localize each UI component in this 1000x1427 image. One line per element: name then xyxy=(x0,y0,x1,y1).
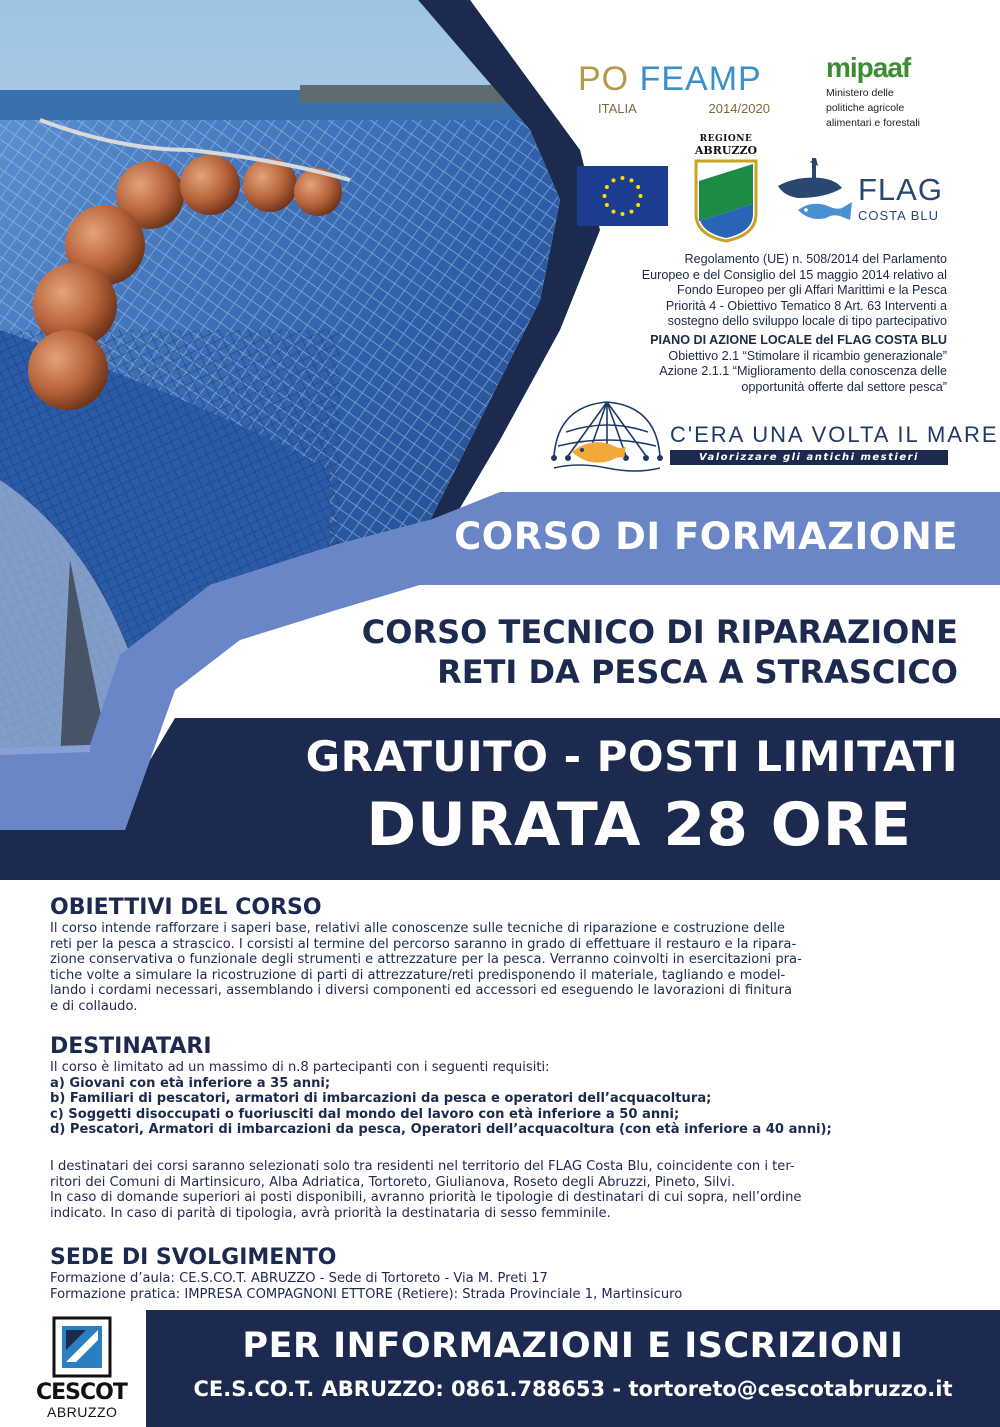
regulation-line: sostegno dello sviluppo locale di tipo partecipativo xyxy=(667,314,947,328)
footer-contact[interactable]: CE.S.CO.T. ABRUZZO: 0861.788653 - tortoreto@cescotabruzzo.it xyxy=(193,1377,953,1401)
gratuito-heading: GRATUITO - POSTI LIMITATI xyxy=(305,732,958,781)
destinatari-text xyxy=(50,1060,955,1138)
mipaaf-desc-line: Ministero delle xyxy=(826,87,894,99)
abruzzo-shield-icon xyxy=(693,159,759,243)
regulation-line: Europeo e del Consiglio del 15 maggio 2014 relativo al xyxy=(641,267,947,282)
destinatari-item: c) Soggetti disoccupati o fuoriusciti dal mondo del lavoro con età inferiore a 50 anni; xyxy=(50,1106,680,1122)
piano-line: Azione 2.1.1 “Miglioramento della conoscenza delle xyxy=(659,364,947,378)
piano-line: Obiettivo 2.1 “Stimolare il ricambio generazionale” xyxy=(668,348,947,363)
project-title: C'ERA UNA VOLTA IL MARE xyxy=(670,422,999,447)
destinatari-item: b) Familiari di pescatori, armatori di imbarcazioni da pesca e operatori dell’acquacoltura; xyxy=(50,1091,712,1107)
obiettivi-line: e di collaudo. xyxy=(50,998,138,1014)
destinatari-notes xyxy=(50,1159,955,1221)
durata-heading: DURATA 28 ORE xyxy=(366,790,912,860)
eu-flag-icon xyxy=(577,166,668,226)
po-label: PO xyxy=(578,60,640,98)
destinatari-note-line: I destinatari dei corsi saranno selezionati solo tra residenti nel territorio del FLAG Costa Blu, coincidente con i ter- xyxy=(50,1159,795,1174)
sede-line: Formazione d’aula: CE.S.CO.T. ABRUZZO - Sede di Tortoreto - Via M. Preti 17 xyxy=(50,1271,548,1286)
regione-abruzzo-logo xyxy=(693,134,759,244)
destinatari-note-line: indicato. In caso di parità di tipologia, avrà priorità la destinataria di sesso femminile. xyxy=(50,1205,611,1221)
corso-formazione-heading: CORSO DI FORMAZIONE xyxy=(454,515,958,558)
regulation-line: Priorità 4 - Obiettivo Tematico 8 Art. 63 Interventi a xyxy=(665,298,947,313)
sede-text xyxy=(50,1271,955,1302)
destinatari-item: d) Pescatori, Armatori di imbarcazioni da pesca, Operatori dell’acquacoltura (con età inferiore a 40 anni); xyxy=(50,1122,832,1138)
obiettivi-heading: OBIETTIVI DEL CORSO xyxy=(50,895,322,920)
obiettivi-text xyxy=(50,921,955,1015)
abruzzo-label: ABRUZZO xyxy=(694,144,758,157)
piano-azione-text xyxy=(527,333,947,395)
cescot-mark-icon xyxy=(52,1316,112,1378)
fish-boat-icon xyxy=(776,158,856,228)
piano-line: opportunità offerte dal settore pesca” xyxy=(741,379,947,394)
flag-costa-blu-logo xyxy=(776,158,951,228)
footer-title: PER INFORMAZIONI E ISCRIZIONI xyxy=(242,1326,904,1366)
net-fish-icon xyxy=(548,396,666,476)
destinatari-intro: Il corso è limitato ad un massimo di n.8 partecipanti con i seguenti requisiti: xyxy=(50,1060,550,1075)
regulation-line: Fondo Europeo per gli Affari Marittimi e la Pesca xyxy=(677,283,947,297)
piano-title: PIANO DI AZIONE LOCALE del FLAG COSTA BLU xyxy=(650,333,947,347)
course-title-line: CORSO TECNICO DI RIPARAZIONE xyxy=(361,613,958,651)
obiettivi-line: tiche volte a simulare la ricostruzione di parti di attrezzature/reti predisponendo il materiale, tagliando e model- xyxy=(50,967,786,983)
regione-label: REGIONE xyxy=(699,134,753,144)
sede-heading: SEDE DI SVOLGIMENTO xyxy=(50,1245,337,1270)
sede-line: Formazione pratica: IMPRESA COMPAGNONI ETTORE (Retiere): Strada Provinciale 1, Martinsicuro xyxy=(50,1286,683,1302)
po-period: 2014/2020 xyxy=(708,101,770,116)
regulation-text xyxy=(527,252,947,330)
obiettivi-line: lando i cordami necessari, assemblando i diversi componenti ed accessori ed eseguendo le lavorazioni di finitura xyxy=(50,983,792,999)
mipaaf-desc-line: alimentari e forestali xyxy=(826,117,920,129)
obiettivi-line: reti per la pesca a strascico. I corsisti al termine del percorso saranno in grado di effettuare il restauro e la ripara- xyxy=(50,936,797,952)
flag-subtitle: COSTA BLU xyxy=(858,208,940,223)
course-title-line: RETI DA PESCA A STRASCICO xyxy=(437,653,958,691)
mipaaf-brand: mipaaf xyxy=(826,52,911,83)
regulation-line: Regolamento (UE) n. 508/2014 del Parlamento xyxy=(684,252,947,266)
cescot-region: ABRUZZO xyxy=(47,1404,118,1420)
po-country: ITALIA xyxy=(598,101,637,116)
mipaaf-desc-line: politiche agricole xyxy=(826,102,905,114)
destinatari-item: a) Giovani con età inferiore a 35 anni; xyxy=(50,1075,331,1091)
obiettivi-line: zione conservativa o funzionale degli strumenti e attrezzature per la pesca. Verranno coinvolti in esercitazioni pra- xyxy=(50,952,802,968)
destinatari-note-line: ritori dei Comuni di Martinsicuro, Alba Adriatica, Tortoreto, Giulianova, Roseto degli Abruzzi, Pineto, Silvi. xyxy=(50,1174,735,1190)
course-title xyxy=(362,612,958,692)
project-subtitle: Valorizzare gli antichi mestieri xyxy=(670,450,948,465)
mipaaf-logo xyxy=(826,52,966,131)
destinatari-note-line: In caso di domande superiori ai posti disponibili, avranno priorità le tipologie di destinatari di cui sopra, nell’ordine xyxy=(50,1190,802,1206)
feamp-label: FEAMP xyxy=(639,60,762,98)
obiettivi-line: Il corso intende rafforzare i saperi base, relativi alle conoscenze sulle tecniche di riparazione e costruzione delle xyxy=(50,921,785,936)
cescot-name: CESCOT xyxy=(36,1380,127,1405)
cescot-logo xyxy=(30,1316,130,1420)
destinatari-heading: DESTINATARI xyxy=(50,1034,212,1059)
flag-title: FLAG xyxy=(858,172,943,207)
po-feamp-logo xyxy=(578,60,778,116)
cera-una-volta-logo xyxy=(548,396,999,476)
